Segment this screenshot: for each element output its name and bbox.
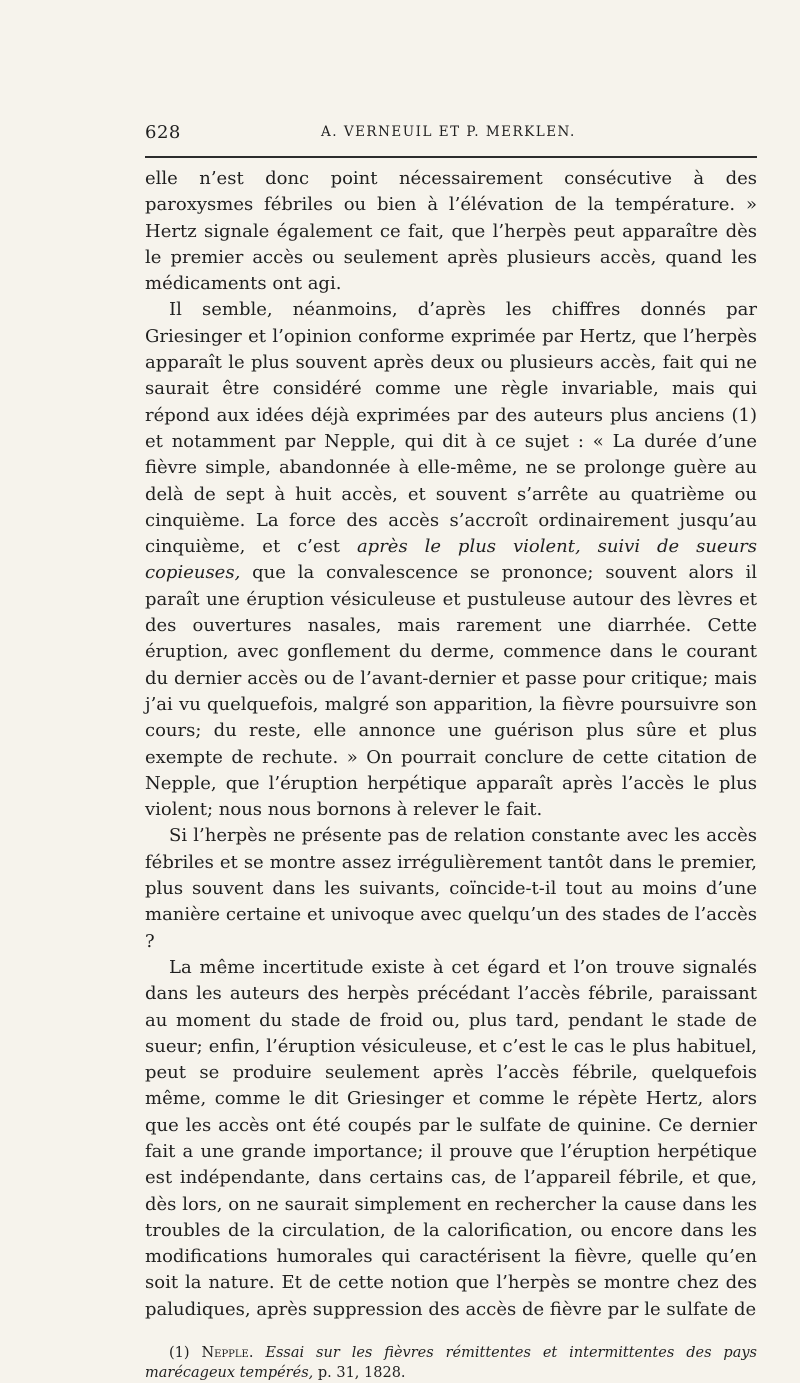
book-page (145, 118, 757, 1383)
running-head: A. VERNEUIL ET P. MERKLEN. (321, 124, 576, 140)
footnote-author: Nepple. (201, 1345, 254, 1362)
paragraph-2-italic-quote: après le plus violent, suivi de sueurs copieuses, (145, 536, 758, 584)
header-rule (145, 156, 757, 158)
footnote-title: Essai sur les fièvres rémittentes et intermittentes des pays marécageux tempérés, (145, 1345, 757, 1382)
paragraph-2-text-before: Il semble, néanmoins, d’après les chiffres donnés par Griesinger et l’opinion conforme exprimée par Hertz, que l’herpès apparaît le plus souvent après deux ou plusieurs accès, fait qui ne saurait être considéré comme une règle invariable, mais qui répond aux idées déjà exprimées par des auteurs plus anciens (1) et notamment par Nepple, qui dit à ce sujet : « La durée d’une fièvre simple, abandonnée à elle-même, ne se prolonge guère au delà de sept à huit accès, et souvent s’arrête au quatrième ou cinquième. La force des accès s’accroît ordinairement jusqu’au cinquième, et c’est (145, 299, 757, 558)
paragraph-2-text-after: que la convalescence se prononce; souvent alors il paraît une éruption vésiculeuse et pustuleuse autour des lèvres et des ouvertures nasales, mais rarement une diarrhée. Cette éruption, avec gonflement du derme, commence dans le courant du dernier accès ou de l’avant-dernier et passe pour critique; mais j’ai vu quelquefois, malgré son apparition, la fièvre poursuivre son cours; du reste, elle annonce une guérison plus sûre et plus exempte de rechute. » On pourrait conclure de cette citation de Nepple, que l’éruption herpétique apparaît après l’accès le plus violent; nous nous bornons à relever le fait. (145, 562, 757, 821)
footnote (145, 1343, 757, 1383)
body-text (145, 166, 757, 1323)
page-number: 628 (145, 122, 181, 143)
footnote-marker: (1) (169, 1345, 190, 1362)
paragraph-3: Si l’herpès ne présente pas de relation constante avec les accès fébriles et se montre assez irrégulièrement tantôt dans le premier, plus souvent dans les suivants, coïncide-t-il tout au moins d’une manière certaine et univoque avec quelqu’un des stades de l’accès ? (145, 825, 757, 952)
paragraph-4: La même incertitude existe à cet égard et l’on trouve signalés dans les auteurs des herpès précédant l’accès fébrile, paraissant au moment du stade de froid ou, plus tard, pendant le stade de sueur; enfin, l’éruption vésiculeuse, et c’est le cas le plus habituel, peut se produire seulement après l’accès fébrile, quelquefois même, comme le dit Griesinger et comme le répète Hertz, alors que les accès ont été coupés par le sulfate de quinine. Ce dernier fait a une grande importance; il prouve que l’éruption herpétique est indépendante, dans certains cas, de l’appareil fébrile, et que, dès lors, on ne saurait simplement en rechercher la cause dans les troubles de la circulation, de la calorification, ou encore dans les modifications humorales qui caractérisent la fièvre, quelle qu’en soit la nature. Et de cette notion que l’herpès se montre chez des paludiques, après suppression des accès de fièvre par le sulfate de (145, 956, 757, 1320)
page-header (145, 118, 757, 146)
paragraph-2 (145, 297, 757, 823)
paragraph-1: elle n’est donc point nécessairement consécutive à des paroxysmes fébriles ou bien à l’élévation de la température. » Hertz signale également ce fait, que l’herpès peut apparaître dès le premier accès ou seulement après plusieurs accès, quand les médicaments ont agi. (145, 168, 757, 295)
footnote-reference: p. 31, 1828. (317, 1365, 406, 1382)
